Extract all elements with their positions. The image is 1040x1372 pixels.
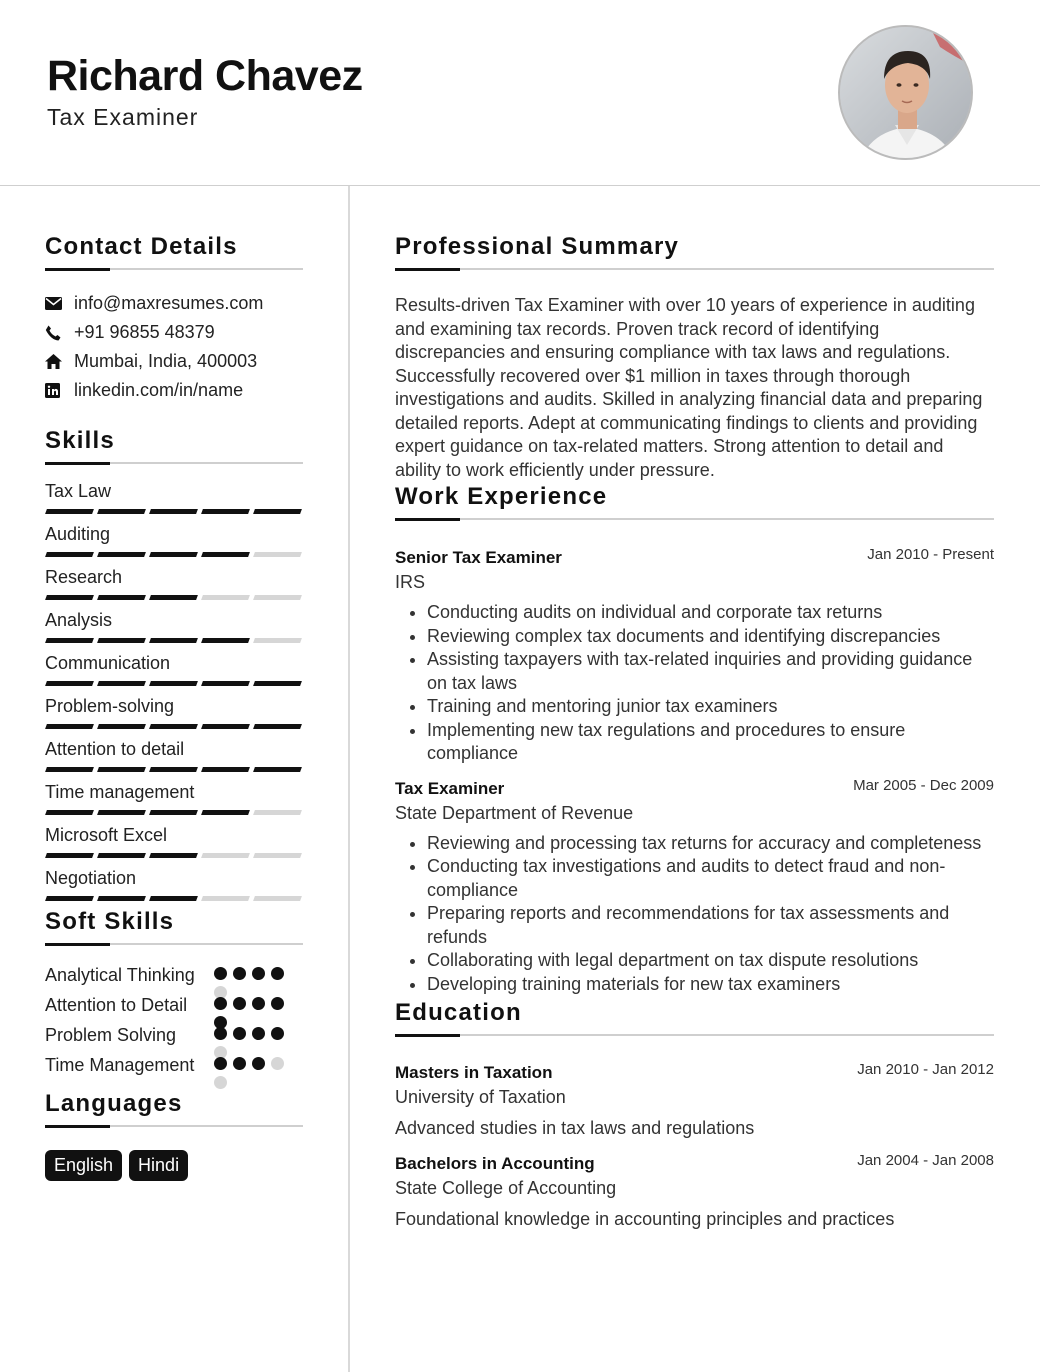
skill-level-segment — [45, 681, 94, 686]
skill-level-segment — [253, 810, 302, 815]
skill-item — [45, 821, 303, 864]
skill-level-segment — [201, 853, 250, 858]
section-title: Professional Summary — [395, 233, 680, 260]
skill-item — [45, 649, 303, 692]
skill-level-segment — [253, 896, 302, 901]
phone-icon — [45, 325, 74, 341]
skill-level-segment — [201, 896, 250, 901]
education-dates: Jan 2010 - Jan 2012 — [857, 1061, 994, 1078]
education-description: Foundational knowledge in accounting principles and practices — [395, 1209, 895, 1229]
skill-level-segment — [253, 681, 302, 686]
contact-address — [45, 347, 303, 376]
rating-dot — [214, 1057, 227, 1070]
skill-level-bar — [46, 638, 301, 643]
school-name: State College of Accounting — [395, 1178, 617, 1198]
bullet-item: Conducting tax investigations and audits to detect fraud and non-compliance — [395, 855, 994, 902]
rating-dot — [233, 967, 246, 980]
soft-skills-list — [45, 963, 303, 1077]
education-heading — [395, 996, 994, 1036]
skill-label: Problem-solving — [45, 696, 175, 716]
contact-heading — [45, 230, 303, 270]
skill-level-segment — [45, 638, 94, 643]
section-title: Contact Details — [45, 233, 238, 260]
skill-level-segment — [253, 853, 302, 858]
skill-level-segment — [45, 896, 94, 901]
skill-level-segment — [97, 853, 146, 858]
linkedin-icon — [45, 383, 74, 398]
rating-dot — [271, 997, 284, 1010]
languages-list — [45, 1150, 303, 1181]
skill-level-segment — [201, 638, 250, 643]
experience-heading — [395, 480, 994, 520]
soft-skill-item — [45, 1053, 303, 1077]
skill-item — [45, 606, 303, 649]
summary-text: Results-driven Tax Examiner with over 10 years of experience in auditing and examining tax records. Proven track record of identifying discrepancies and ensuring compliance with tax laws and regulations. Successfully recovered over $1 million in taxes through thorough investigations and audits. Skilled in analyzing financial data and preparing detailed reports. Adept at communicating findings to clients and providing expert guidance on tax-related matters. Strong attention to detail and ability to work efficiently under pressure. — [395, 295, 983, 480]
rating-dot — [252, 997, 265, 1010]
rating-dot — [214, 1027, 227, 1040]
rating-dot — [252, 967, 265, 980]
skill-level-segment — [45, 810, 94, 815]
rating-dot — [233, 997, 246, 1010]
skill-level-bar — [46, 509, 301, 514]
skill-label: Analysis — [45, 610, 113, 630]
skill-label: Communication — [45, 653, 171, 673]
skill-level-segment — [97, 681, 146, 686]
rating-dot — [271, 1057, 284, 1070]
avatar — [838, 25, 973, 160]
skill-level-segment — [149, 681, 198, 686]
home-icon — [45, 354, 74, 369]
sidebar — [45, 230, 303, 1181]
skill-item — [45, 563, 303, 606]
soft-skill-label: Problem Solving — [45, 1025, 177, 1045]
job-role: Tax Examiner — [395, 778, 505, 798]
skill-level-segment — [97, 896, 146, 901]
skill-level-segment — [97, 767, 146, 772]
skill-level-segment — [45, 595, 94, 600]
rating-dot — [271, 1027, 284, 1040]
skill-level-segment — [45, 853, 94, 858]
skill-item — [45, 520, 303, 563]
section-title: Education — [395, 999, 522, 1026]
bullet-item: Assisting taxpayers with tax-related inquiries and providing guidance on tax laws — [395, 648, 994, 695]
skill-level-segment — [253, 552, 302, 557]
language-badge: English — [45, 1150, 122, 1181]
degree-name: Masters in Taxation — [395, 1063, 553, 1082]
job-entry — [395, 776, 994, 997]
contact-linkedin-text: linkedin.com/in/name — [74, 380, 244, 400]
skill-label: Tax Law — [45, 481, 112, 501]
skill-level-segment — [201, 810, 250, 815]
language-badge: Hindi — [129, 1150, 188, 1181]
bullet-item: Developing training materials for new tax examiners — [395, 973, 994, 997]
skill-level-segment — [45, 509, 94, 514]
skill-level-segment — [149, 767, 198, 772]
skill-level-segment — [97, 509, 146, 514]
skill-level-segment — [201, 681, 250, 686]
bullet-item: Reviewing complex tax documents and identifying discrepancies — [395, 625, 994, 649]
skill-level-segment — [253, 509, 302, 514]
skill-item — [45, 864, 303, 907]
school-name: University of Taxation — [395, 1087, 566, 1107]
soft-skill-item — [45, 993, 303, 1017]
contact-phone[interactable] — [45, 318, 303, 347]
job-dates: Mar 2005 - Dec 2009 — [853, 776, 994, 794]
contact-email-text: info@maxresumes.com — [74, 293, 264, 313]
skill-level-segment — [149, 896, 198, 901]
soft-skills-heading — [45, 905, 303, 945]
skill-label: Time management — [45, 782, 195, 802]
contact-list — [45, 289, 303, 405]
rating-dot — [214, 967, 227, 980]
skill-level-bar — [46, 810, 301, 815]
skill-level-segment — [45, 724, 94, 729]
section-title: Skills — [45, 427, 115, 454]
languages-heading — [45, 1087, 303, 1127]
job-entry — [395, 548, 994, 766]
column-divider — [348, 186, 350, 1372]
skill-level-segment — [201, 767, 250, 772]
skill-level-segment — [149, 552, 198, 557]
skills-list — [45, 477, 303, 907]
bullet-item: Collaborating with legal department on tax dispute resolutions — [395, 949, 994, 973]
rating-dot — [214, 997, 227, 1010]
skill-level-segment — [97, 638, 146, 643]
skill-level-segment — [253, 638, 302, 643]
job-dates: Jan 2010 - Present — [867, 546, 994, 563]
education-description: Advanced studies in tax laws and regulations — [395, 1118, 755, 1138]
bullet-item: Implementing new tax regulations and procedures to ensure compliance — [395, 719, 994, 766]
rating-dot — [252, 1027, 265, 1040]
contact-linkedin[interactable] — [45, 376, 303, 405]
bullet-item: Training and mentoring junior tax examiners — [395, 695, 994, 719]
skill-level-bar — [46, 681, 301, 686]
skill-level-segment — [149, 810, 198, 815]
skill-item — [45, 692, 303, 735]
candidate-name: Richard Chavez — [47, 52, 363, 100]
job-org: State Department of Revenue — [395, 802, 634, 823]
skill-level-bar — [46, 724, 301, 729]
job-bullets — [395, 601, 994, 766]
skill-label: Attention to detail — [45, 739, 185, 759]
skill-level-segment — [45, 552, 94, 557]
soft-skill-label: Analytical Thinking — [45, 965, 195, 985]
rating-dot — [233, 1027, 246, 1040]
skill-level-segment — [253, 724, 302, 729]
skill-level-segment — [97, 810, 146, 815]
skill-label: Negotiation — [45, 868, 137, 888]
skill-level-segment — [201, 552, 250, 557]
rating-dot — [233, 1057, 246, 1070]
skill-level-bar — [46, 552, 301, 557]
skill-level-segment — [149, 853, 198, 858]
skill-level-segment — [97, 552, 146, 557]
soft-skill-label: Attention to Detail — [45, 995, 188, 1015]
skill-label: Research — [45, 567, 123, 587]
degree-name: Bachelors in Accounting — [395, 1154, 595, 1173]
skill-level-segment — [253, 595, 302, 600]
soft-skill-label: Time Management — [45, 1055, 195, 1075]
soft-skill-item — [45, 963, 303, 987]
contact-email[interactable] — [45, 289, 303, 318]
resume-header — [0, 0, 1040, 186]
section-title: Languages — [45, 1090, 183, 1117]
skill-level-segment — [253, 767, 302, 772]
job-bullets — [395, 832, 994, 997]
skill-level-bar — [46, 595, 301, 600]
skill-level-segment — [149, 638, 198, 643]
email-icon — [45, 297, 74, 310]
education-entry — [395, 1154, 994, 1231]
contact-address-text: Mumbai, India, 400003 — [74, 351, 258, 371]
skill-level-segment — [201, 509, 250, 514]
contact-phone-text: +91 96855 48379 — [74, 322, 215, 342]
summary-heading — [395, 230, 994, 270]
skill-label: Auditing — [45, 524, 111, 544]
skill-item — [45, 477, 303, 520]
bullet-item: Preparing reports and recommendations for tax assessments and refunds — [395, 902, 994, 949]
job-org: IRS — [395, 572, 426, 592]
soft-skill-item — [45, 1023, 303, 1047]
skill-level-segment — [201, 595, 250, 600]
section-title: Work Experience — [395, 483, 608, 510]
bullet-item: Conducting audits on individual and corporate tax returns — [395, 601, 994, 625]
skill-level-segment — [201, 724, 250, 729]
skill-level-segment — [97, 724, 146, 729]
skill-level-segment — [97, 595, 146, 600]
education-dates: Jan 2004 - Jan 2008 — [857, 1152, 994, 1169]
skill-level-bar — [46, 896, 301, 901]
rating-dot — [252, 1057, 265, 1070]
main-content — [395, 230, 994, 1231]
profile-photo-icon — [840, 27, 973, 160]
skill-item — [45, 778, 303, 821]
skill-item — [45, 735, 303, 778]
section-title: Soft Skills — [45, 908, 175, 935]
skill-level-segment — [149, 595, 198, 600]
education-entry — [395, 1063, 994, 1140]
skill-level-bar — [46, 853, 301, 858]
rating-dot — [271, 967, 284, 980]
skill-level-segment — [149, 724, 198, 729]
skill-level-segment — [45, 767, 94, 772]
candidate-title: Tax Examiner — [47, 104, 199, 130]
soft-skill-rating — [214, 1057, 294, 1089]
skill-level-segment — [149, 509, 198, 514]
skill-label: Microsoft Excel — [45, 825, 168, 845]
bullet-item: Reviewing and processing tax returns for accuracy and completeness — [395, 832, 994, 856]
skill-level-bar — [46, 767, 301, 772]
skills-heading — [45, 424, 303, 464]
job-role: Senior Tax Examiner — [395, 548, 562, 567]
